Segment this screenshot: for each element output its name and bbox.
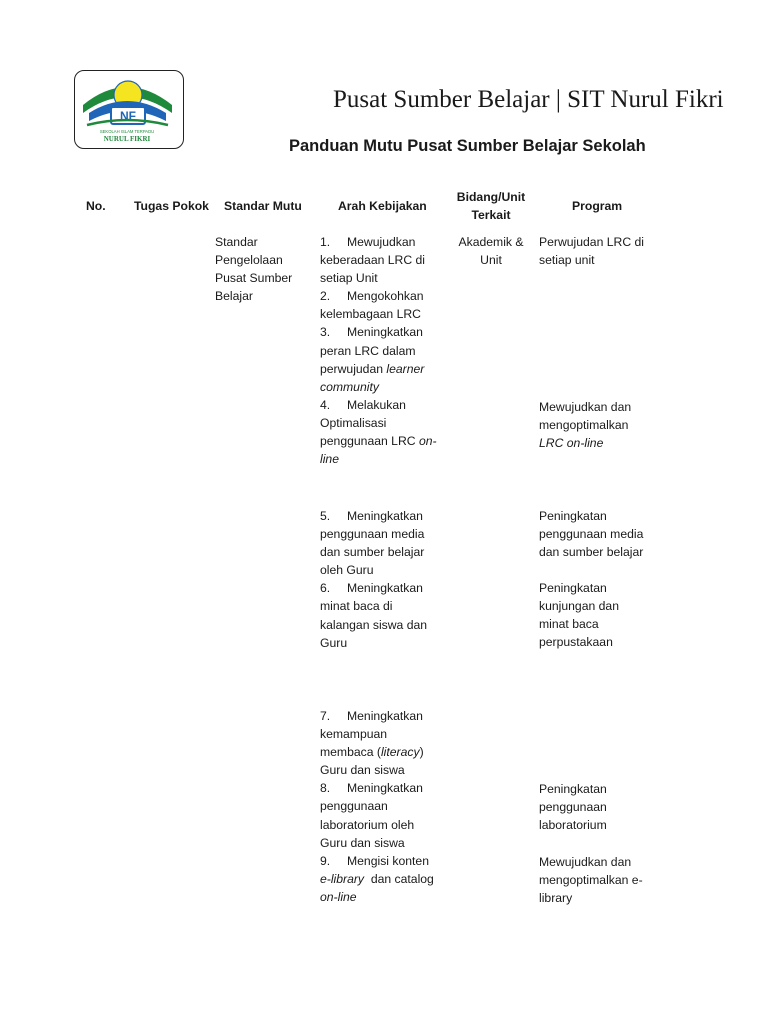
text-line: kemampuan [320, 727, 388, 742]
col-header-tugas-pokok: Tugas Pokok [134, 199, 209, 213]
standar-line: Pengelolaan [215, 253, 283, 268]
text-line: perwujudan [320, 361, 384, 376]
text-line: dan sumber belajar [539, 545, 644, 560]
school-logo [74, 70, 184, 149]
text-line: 6. [320, 581, 331, 596]
text-line: penggunaan [539, 800, 607, 815]
text-line: on- [418, 434, 437, 449]
text-line: penggunaan media [320, 527, 425, 542]
text-line: Guru [320, 635, 348, 650]
text-line: Meningkatkan [347, 781, 423, 796]
text-line: Mewujudkan dan [539, 855, 632, 869]
program-item-4 [539, 579, 619, 651]
standar-line: Belajar [215, 289, 253, 304]
text-line: LRC on-line [539, 436, 604, 451]
text-line: 2. [320, 289, 331, 304]
text-line: minat baca di [320, 599, 393, 614]
text-line: Mengisi konten [347, 853, 429, 868]
text-line: Meningkatkan [347, 709, 423, 723]
school-emblem-icon [75, 71, 180, 145]
program-item-3 [539, 507, 643, 561]
policy-group-1 [320, 233, 437, 468]
text-line: Perwujudan LRC di [539, 235, 645, 249]
policy-item-5 [320, 507, 427, 579]
text-line: Melakukan [347, 397, 406, 412]
text-line: 1. [320, 235, 331, 249]
bidang-line: Unit [480, 253, 502, 268]
bidang-unit-cell [446, 233, 536, 269]
text-line: 9. [320, 853, 331, 868]
text-line: Peningkatan [539, 509, 607, 523]
text-line: keberadaan LRC di [320, 253, 426, 268]
text-line: kunjungan dan [539, 599, 619, 614]
text-line: dan sumber belajar [320, 545, 425, 560]
policy-item-1 [320, 233, 437, 287]
text-line: kalangan siswa dan [320, 617, 428, 632]
policy-item-8 [320, 779, 434, 851]
text-line: laboratorium [539, 818, 607, 833]
col-header-bidang-unit [446, 188, 536, 224]
policy-item-9 [320, 852, 434, 906]
text-line: community [320, 379, 379, 394]
policy-item-2 [320, 287, 437, 323]
policy-item-3 [320, 323, 437, 395]
policy-group-3 [320, 707, 434, 906]
standar-mutu-cell [215, 233, 292, 305]
text-line: kelembagaan LRC [320, 307, 421, 322]
col-header-no: No. [86, 199, 106, 213]
policy-item-6 [320, 579, 427, 651]
text-line: oleh Guru [320, 563, 374, 578]
policy-item-4 [320, 396, 437, 468]
policy-item-7 [320, 707, 434, 779]
policy-group-2 [320, 507, 427, 652]
text-line: penggunaan LRC [320, 434, 416, 449]
text-line: NURUL FIKRI [103, 135, 151, 143]
text-line: 4. [320, 397, 331, 412]
text-line: library [539, 891, 573, 906]
text-line: learner [386, 361, 425, 376]
document-title: Pusat Sumber Belajar | SIT Nurul Fikri [333, 86, 724, 113]
text-line: perpustakaan [539, 635, 613, 650]
text-line: literacy [380, 745, 420, 760]
program-item-6 [539, 853, 643, 907]
document-subtitle: Panduan Mutu Pusat Sumber Belajar Sekolah [289, 137, 646, 155]
col-header-bidang-line1: Bidang/Unit [456, 190, 526, 204]
col-header-bidang-line2: Terkait [471, 208, 511, 223]
text-line: mengoptimalkan e- [539, 873, 643, 888]
text-line: on-line [320, 889, 357, 904]
text-line: Guru dan siswa [320, 835, 405, 850]
text-line: dan catalog [370, 871, 434, 886]
text-line: Meningkatkan [347, 325, 423, 340]
text-line: Mewujudkan [347, 235, 416, 249]
text-line: 5. [320, 509, 331, 523]
bidang-line: Akademik & [458, 235, 524, 249]
standar-line: Standar [215, 235, 258, 249]
text-line: Peningkatan [539, 581, 607, 595]
standar-line: Pusat Sumber [215, 271, 293, 286]
col-header-program: Program [572, 199, 623, 213]
text-line: 3. [320, 325, 331, 340]
text-line: Peningkatan [539, 782, 607, 796]
text-line: penggunaan [320, 799, 388, 814]
text-line: mengoptimalkan [539, 418, 629, 433]
text-line: membaca ( [320, 745, 381, 760]
program-item-5 [539, 780, 607, 834]
text-line: Mengokohkan [347, 289, 424, 304]
text-line: ) [419, 745, 424, 760]
text-line: line [320, 452, 339, 467]
col-header-standar-mutu: Standar Mutu [224, 199, 302, 213]
text-line: 7. [320, 709, 331, 723]
text-line: Guru dan siswa [320, 763, 405, 778]
text-line: penggunaan media [539, 527, 644, 542]
text-line: e-library [320, 871, 365, 886]
text-line: Meningkatkan [347, 581, 423, 596]
text-line: setiap Unit [320, 271, 378, 286]
text-line: SEKOLAH ISLAM TERPADU [99, 129, 155, 134]
text-line: NF [120, 109, 136, 123]
program-item-1 [539, 233, 644, 269]
text-line: setiap unit [539, 253, 595, 268]
col-header-arah-kebijakan: Arah Kebijakan [338, 199, 427, 213]
text-line: Optimalisasi [320, 415, 387, 430]
text-line: peran LRC dalam [320, 343, 416, 358]
text-line: 8. [320, 781, 331, 796]
text-line: Mewujudkan dan [539, 400, 632, 414]
text-line: laboratorium oleh [320, 817, 415, 832]
text-line: minat baca [539, 617, 599, 632]
text-line: Meningkatkan [347, 509, 423, 523]
program-item-2 [539, 398, 631, 452]
